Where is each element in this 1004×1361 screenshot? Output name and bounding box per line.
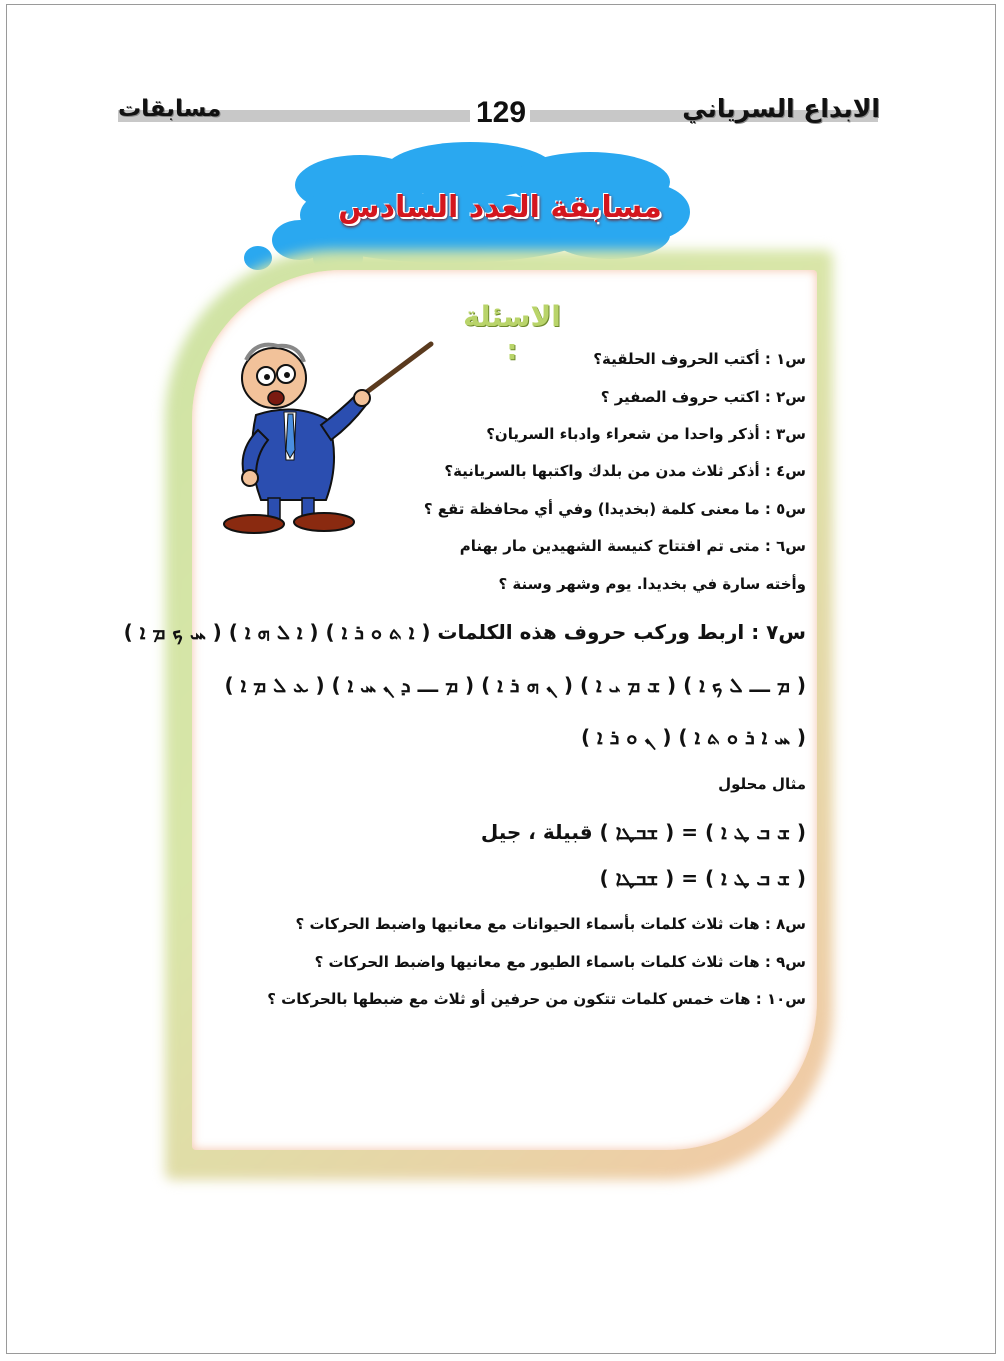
questions-heading: الاسئلة :: [463, 300, 561, 366]
section-label: مسابقات: [118, 96, 222, 122]
question-1: س١ : أكتب الحروف الحلقية؟: [593, 350, 806, 368]
question-10: س١٠ : هات خمس كلمات تتكون من حرفين أو ثلاث مع ضبطها بالحركات ؟: [267, 990, 806, 1008]
banner-title: مسابقة العدد السادس: [338, 190, 662, 225]
question-4: س٤ : أذكر ثلاث مدن من بلدك واكتبها بالسريانية؟: [444, 462, 806, 480]
question-7-words-2: ( ܡ ـــ ܠ ܟ ܐ ) ( ܫ ܡ ܝ ܐ ) ( ܢ ܗ ܪ ܐ ) ( ܡ ـــ ܕ ܢ ܚ ܐ ) ( ܥ ܠ ܡ ܐ ): [224, 673, 806, 697]
page-number: 129: [475, 96, 527, 129]
magazine-title: الابداع السرياني: [682, 94, 880, 123]
question-2: س٢ : اكتب حروف الصفير ؟: [600, 388, 806, 406]
question-6-continued: وأخته سارة في بخديدا. يوم وشهر وسنة ؟: [498, 575, 806, 593]
question-5: س٥ : ما معنى كلمة (بخديدا) وفي أي محافظة تقع ؟: [423, 500, 806, 518]
solved-example-1: ( ܫ ܒ ܛ ܐ ) = ( ܫܒܛܐ ) قبيلة ، جيل: [480, 820, 806, 844]
solved-example-label: مثال محلول: [718, 775, 806, 793]
teacher-illustration: [216, 340, 438, 536]
solved-example-2: ( ܫ ܒ ܛ ܐ ) = ( ܫܒܛܐ ): [599, 866, 806, 890]
question-6: س٦ : متى تم افتتاح كنيسة الشهيدين مار بهنام: [459, 537, 806, 555]
question-9: س٩ : هات ثلاث كلمات باسماء الطيور مع معانيها واضبط الحركات ؟: [314, 953, 806, 971]
question-3: س٣ : أذكر واحدا من شعراء وادباء السريان؟: [486, 425, 806, 443]
question-7-words-3: ( ܚ ܐ ܪ ܘ ܬ ܐ ) ( ܢ ܘ ܪ ܐ ): [580, 725, 806, 749]
question-7: س٧ : اربط وركب حروف هذه الكلمات ( ܐ ܬ ܘ ܪ ܐ ) ( ܐ ܠ ܗ ܐ ) ( ܚ ܟ ܡ ܐ ): [123, 620, 806, 644]
question-8: س٨ : هات ثلاث كلمات بأسماء الحيوانات مع معانيها واضبط الحركات ؟: [295, 915, 806, 933]
